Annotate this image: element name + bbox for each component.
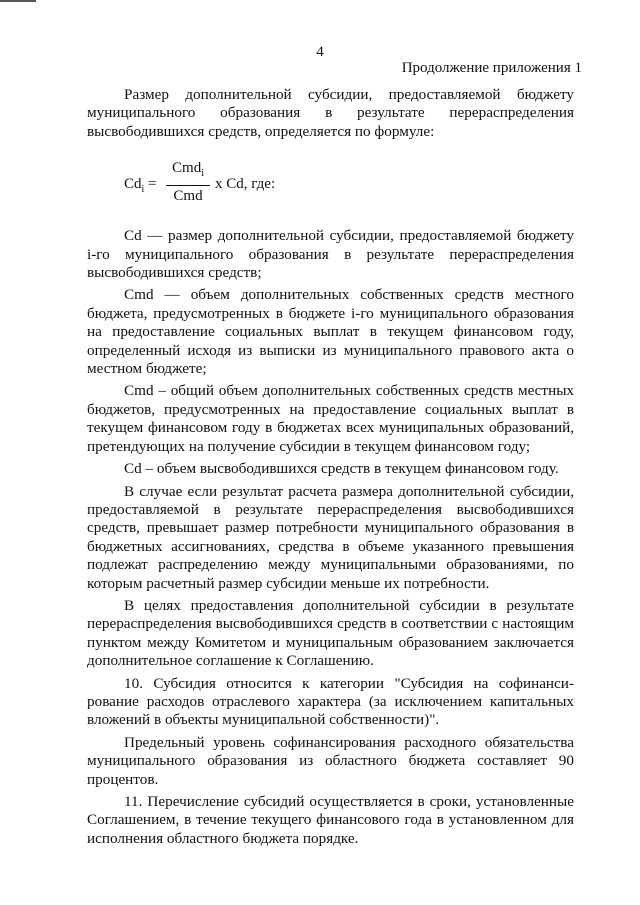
definition-cd-i: Cd — размер дополнительной субсидии, предоставляемой бюджету i-го муниципального образования в результате перераспределения высвободившихся средств; bbox=[87, 227, 574, 282]
formula-fraction bbox=[166, 159, 210, 205]
paragraph-11-transfer: 11. Перечисление субсидий осуществляется в сроки, установленные Соглашением, в течение текущего финансового года в установленном для исполнения областного бюджета порядке. bbox=[87, 793, 574, 847]
definition-cmd-i: Cmd — объем дополнительных собственных средств местного бюджета, предусмотренных в бюджете i-го муниципального образования на предоставление социальных выплат в текущем финансовом году, определенный исходя из выписки из муниципального правового акта о местном бюджете; bbox=[87, 286, 574, 378]
formula-numerator: Cmd$_i$ bbox=[166, 159, 210, 185]
paragraph-10-category: 10. Субсидия относится к категории "Субсидия на софинанси-рование расходов отраслевого характера (за исключением капитальных вложений в объекты муниципальной собственности)". bbox=[87, 674, 574, 729]
formula bbox=[87, 153, 574, 215]
definition-cd: Cd – объем высвободившихся средств в текущем финансовом году. bbox=[124, 460, 559, 478]
page-number: 4 bbox=[316, 44, 324, 60]
paragraph-cofinancing-level: Предельный уровень софинансирования расходного обязательства муниципального образования из областного бюджета составляет 90 процентов. bbox=[87, 733, 574, 788]
document-body bbox=[87, 86, 574, 848]
paragraph-additional-agreement: В целях предоставления дополнительной субсидии в результате перераспределения высвободившихся средств в соответствии с настоящим пунктом между Комитетом и муниципальным образованием заключается дополнительное соглашение к Соглашению. bbox=[87, 596, 574, 670]
formula-lhs: $Cd_i$ = bbox=[124, 176, 157, 196]
definition-cmd: Cmd – общий объем дополнительных собственных средств местных бюджетов, предусмотренных на предоставление социальных выплат в текущем финансовом году в бюджетах всех муниципальных образований, претендующих на получение субсидии в текущем финансовом году; bbox=[87, 382, 574, 455]
paragraph-excess-redistribution: В случае если результат расчета размера дополнительной субсидии, предоставляемой в результате перераспределения высвободившихся средств, превышает размер потребности муниципального образования в бюджетных ассигнованиях, средства в объеме указанного превышения подлежат распределению между муниципальными образованиями, по которым расчетный размер субсидии меньше их потребности. bbox=[87, 482, 574, 592]
intro-paragraph: Размер дополнительной субсидии, предоставляемой бюджету муниципального образования в результате перераспределения высвободившихся средств, определяется по формуле: bbox=[87, 86, 574, 140]
formula-denominator: Cmd bbox=[173, 187, 203, 204]
formula-rhs: x Cd, где: bbox=[215, 176, 276, 193]
appendix-continuation-label: Продолжение приложения 1 bbox=[401, 60, 582, 76]
scan-edge-line bbox=[0, 0, 36, 2]
